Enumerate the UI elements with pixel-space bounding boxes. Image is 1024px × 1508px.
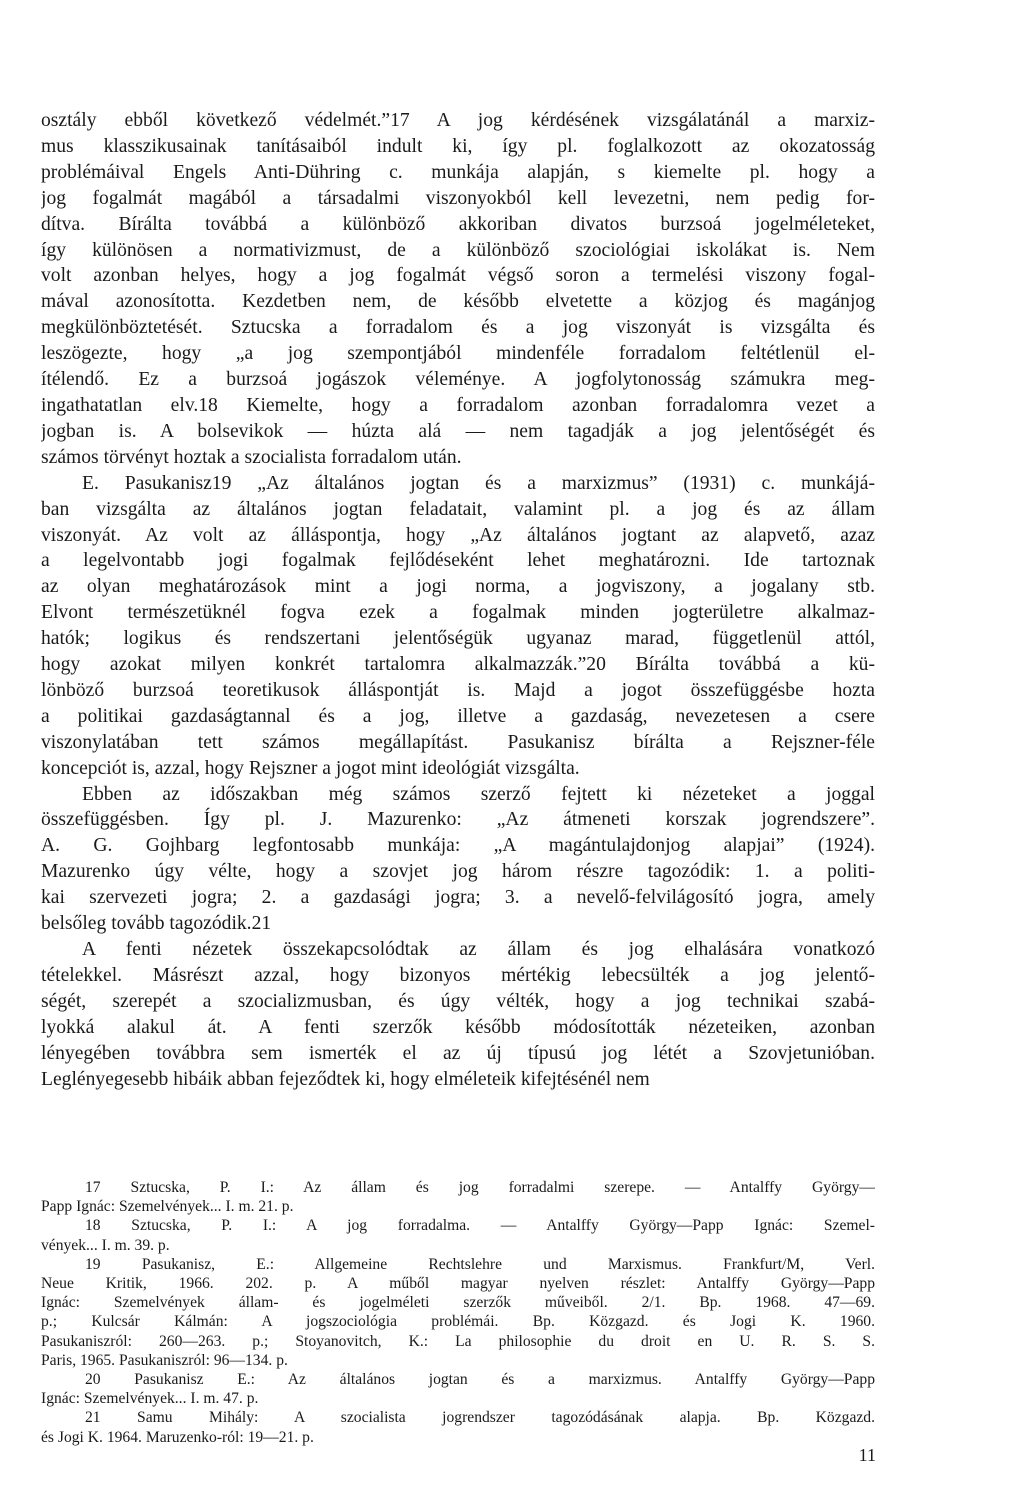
text-line: ban vizsgálta az általános jogtan feladatait, valamint pl. a jog és az állam — [41, 498, 875, 520]
footnote-line: 20 Pasukanisz E.: Az általános jogtan és a marxizmus. Antalffy György—Papp — [85, 1371, 875, 1389]
text-line: így különösen a normativizmust, de a különböző szociológiai iskolákat is. Nem — [41, 239, 875, 261]
text-line: lönböző burzsoá teoretikusok álláspontját is. Majd a jogot összefüggésbe hozta — [41, 679, 875, 701]
text-line: belsőleg tovább tagozódik.21 — [41, 913, 272, 935]
footnote-line: 17 Sztucska, P. I.: Az állam és jog forradalmi szerepe. — Antalffy György— — [85, 1179, 875, 1196]
text-line: lyokká alakul át. A fenti szerzők később módosították nézeteiken, azonban — [41, 1016, 875, 1038]
text-line: összefüggésben. Így pl. J. Mazurenko: „Az átmeneti korszak jogrendszere”. — [41, 809, 875, 831]
text-line: az olyan meghatározások mint a jogi norma, a jogviszony, a jogalany stb. — [41, 576, 875, 598]
paragraph — [41, 471, 875, 782]
footnote — [41, 1178, 875, 1216]
text-line: viszonylatában tett számos megállapítást. Pasukanisz bírálta a Rejszner-féle — [41, 731, 875, 753]
text-line: a legelvontabb jogi fogalmak fejlődéseként lehet meghatározni. Ide tartoznak — [41, 550, 875, 572]
text-line: viszonyát. Az volt az álláspontja, hogy „Az általános jogtant az alapvető, azaz — [41, 524, 875, 546]
text-line: osztály ebből következő védelmét.”17 A jog kérdésének vizsgálatánál a marxiz- — [41, 110, 875, 131]
text-line: ségét, szerepét a szocializmusban, és úgy vélték, hogy a jog technikai szabá- — [41, 990, 875, 1012]
footnote-line: Neue Kritik, 1966. 202. p. A műből magyar nyelven részlet: Antalffy György—Papp — [41, 1275, 875, 1293]
text-line: hatók; logikus és rendszertani jelentőségük ugyanaz marad, függetlenül attól, — [41, 628, 875, 650]
text-line: Ebben az időszakban még számos szerző fejtett ki nézeteket a joggal — [82, 783, 875, 805]
footnote — [41, 1216, 875, 1254]
text-line: számos törvényt hoztak a szocialista forradalom után. — [41, 446, 462, 468]
text-line: Leglényegesebb hibáik abban fejeződtek ki, hogy elméleteik kifejtésénél nem — [41, 1068, 650, 1090]
text-line: kai szervezeti jogra; 2. a gazdasági jogra; 3. a nevelő-felvilágosító jogra, amely — [41, 887, 875, 909]
footnote-line: p.; Kulcsár Kálmán: A jogszociológia problémái. Bp. Közgazd. és Jogi K. 1960. — [41, 1313, 875, 1331]
footnote-line: 19 Pasukanisz, E.: Allgemeine Rechtslehre und Marxismus. Frankfurt/M, Verl. — [85, 1255, 875, 1273]
text-line: jogban is. A bolsevikok — húzta alá — nem tagadják a jog jelentőségét és — [41, 420, 875, 442]
text-line: tételekkel. Másrészt azzal, hogy bizonyos mértékig lebecsülték a jog jelentő- — [41, 964, 875, 986]
text-line: volt azonban helyes, hogy a jog fogalmát végső soron a termelési viszony fogal- — [41, 265, 875, 287]
page-number: 11 — [858, 1445, 876, 1465]
paragraph — [41, 937, 875, 1092]
footnote-line: Pasukaniszról: 260—263. p.; Stoyanovitch, K.: La philosophie du droit en U. R. S. S. — [41, 1332, 875, 1350]
footnote-line: 21 Samu Mihály: A szocialista jogrendszer tagozódásának alapja. Bp. Közgazd. — [85, 1409, 875, 1427]
footnote-line: és Jogi K. 1964. Maruzenko-ról: 19—21. p. — [41, 1428, 314, 1446]
text-line: mával azonosította. Kezdetben nem, de később elvetette a közjog és magánjog — [41, 291, 875, 313]
main-text — [41, 108, 875, 1092]
footnote-line: vények... I. m. 39. p. — [41, 1236, 170, 1254]
text-line: problémáival Engels Anti-Dühring c. munkája alapján, s kiemelte pl. hogy a — [41, 161, 875, 183]
text-line: hogy azokat milyen konkrét tartalomra alkalmazzák.”20 Bírálta továbbá a kü- — [41, 654, 875, 676]
text-line: A fenti nézetek összekapcsolódtak az állam és jog elhalására vonatkozó — [82, 939, 875, 960]
footnote — [41, 1255, 875, 1370]
text-line: ingathatatlan elv.18 Kiemelte, hogy a forradalom azonban forradalomra vezet a — [41, 394, 875, 416]
text-line: A. G. Gojhbarg legfontosabb munkája: „A magántulajdonjog alapjai” (1924). — [41, 835, 875, 857]
footnote-line: Ignác: Szemelvények... I. m. 47. p. — [41, 1390, 259, 1408]
text-line: a politikai gazdaságtannal és a jog, illetve a gazdaság, nevezetesen a csere — [41, 705, 875, 727]
footnote-line: Papp Ignác: Szemelvények... I. m. 21. p. — [41, 1198, 294, 1216]
footnotes — [41, 1178, 875, 1447]
text-line: leszögezte, hogy „a jog szempontjából mindenféle forradalom feltétlenül el- — [41, 343, 875, 365]
footnote-line: Paris, 1965. Pasukaniszról: 96—134. p. — [41, 1351, 288, 1369]
text-line: lényegében továbbra sem ismerték el az új típusú jog létét a Szovjetunióban. — [41, 1042, 875, 1064]
text-line: jog fogalmát magából a társadalmi viszonyokból kell levezetni, nem pedig for- — [41, 187, 875, 209]
footnote — [41, 1408, 875, 1446]
text-line: mus klasszikusainak tanításaiból indult ki, így pl. foglalkozott az okozatosság — [41, 135, 875, 157]
text-line: Mazurenko úgy vélte, hogy a szovjet jog három részre tagozódik: 1. a politi- — [41, 861, 875, 883]
text-line: dítva. Bírálta továbbá a különböző akkoriban divatos burzsoá jogelméleteket, — [41, 213, 875, 235]
paragraph — [41, 782, 875, 937]
footnote-line: 18 Sztucska, P. I.: A jog forradalma. — Antalffy György—Papp Ignác: Szemel- — [85, 1217, 875, 1235]
footnote — [41, 1370, 875, 1408]
text-line: Elvont természetüknél fogva ezek a fogalmak minden jogterületre alkalmaz- — [41, 602, 875, 624]
footnote-line: Ignác: Szemelvények állam- és jogelméleti szerzők műveiből. 2/1. Bp. 1968. 47—69. — [41, 1294, 875, 1312]
text-line: ítélendő. Ez a burzsoá jogászok véleménye. A jogfolytonosság számukra meg- — [41, 369, 875, 391]
text-line: E. Pasukanisz19 „Az általános jogtan és a marxizmus” (1931) c. munkájá- — [82, 472, 875, 494]
text-line: megkülönböztetését. Sztucska a forradalom és a jog viszonyát is vizsgálta és — [41, 317, 875, 339]
text-line: koncepciót is, azzal, hogy Rejszner a jogot mint ideológiát vizsgálta. — [41, 757, 580, 779]
paragraph — [41, 108, 875, 471]
